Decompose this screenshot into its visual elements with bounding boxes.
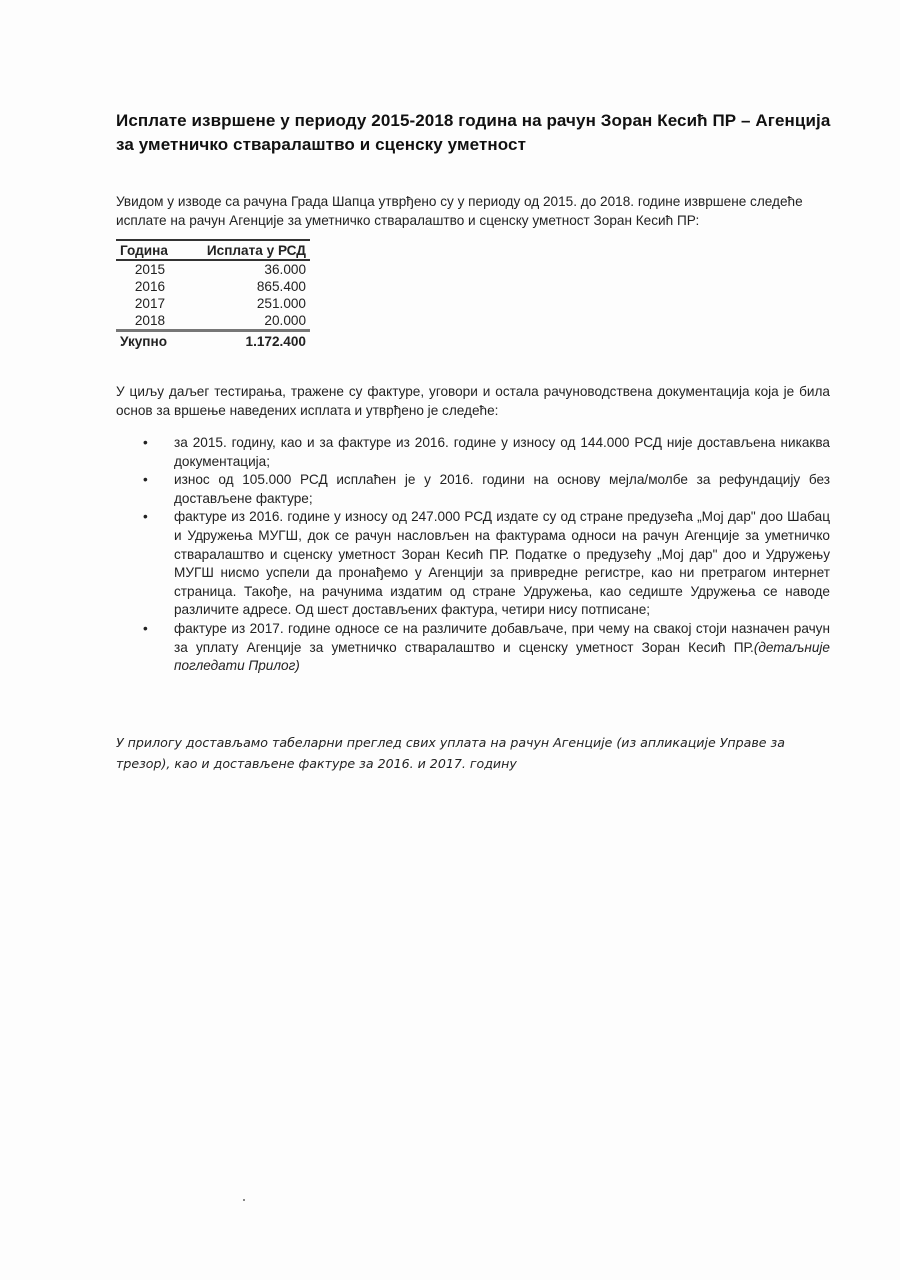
table-row	[116, 312, 310, 331]
list-item	[140, 434, 830, 471]
table-row	[116, 278, 310, 295]
finding-text: за 2015. годину, као и за фактуре из 2016. године у износу од 144.000 РСД није достављена никаква документација;	[174, 435, 830, 469]
year-cell: 2015	[134, 262, 166, 277]
bullet-icon: •	[143, 435, 148, 450]
scan-speck	[243, 1199, 245, 1201]
bullet-icon: •	[143, 620, 148, 636]
list-item	[140, 620, 830, 676]
list-item	[140, 471, 830, 508]
closing-note: У прилогу достављамо табеларни преглед свих уплата на рачун Агенције (из апликације Управе за трезор), као и достављене фактуре за 2016. и 2017. годину	[116, 735, 785, 771]
year-cell: 2017	[134, 296, 166, 311]
document-title: Исплате извршене у периоду 2015-2018 година на рачун Зоран Кесић ПР – Агенција за уметничко стваралаштво и сценску уметност	[116, 111, 831, 154]
bullet-icon: •	[143, 472, 148, 488]
attachment-reference: (детаљније погледати Прилог)	[174, 639, 830, 674]
amount-cell: 36.000	[264, 262, 306, 277]
total-amount: 1.172.400	[184, 331, 310, 352]
findings-list	[140, 434, 830, 676]
payments-table	[116, 239, 310, 351]
amount-cell: 865.400	[256, 279, 306, 294]
table-row	[116, 260, 310, 278]
finding-text: фактуре из 2016. године у износу од 247.000 РСД издате су од стране предузећа „Мој дар" доо Шабац и Удружења МУГШ, док се рачун насловљен на фактурама односи на рачун Агенције за уметничко стваралаштво и сценску уметност Зоран Кесић ПР. Податке о предузећу „Мој дар" доо и Удружењу МУГШ нисмо успели да пронађемо у Агенцији за привредне регистре, као ни претрагом интернет страница. Такође, на рачунима издатим од стране Удружења, као седиште Удружења се наводе различите адресе. Од шест достављених фактура, четири нису потписане;	[174, 509, 830, 618]
bullet-icon: •	[143, 509, 148, 525]
list-item	[140, 508, 830, 620]
year-cell: 2016	[134, 279, 166, 294]
table-total-row	[116, 331, 310, 352]
amount-cell: 20.000	[264, 313, 306, 328]
total-label: Укупно	[116, 331, 184, 352]
table-header-row	[116, 240, 310, 260]
findings-intro-paragraph: У циљу даљег тестирања, тражене су фактуре, уговори и остала рачуноводствена документација која је била основ за вршење наведених исплата и утврђено је следеће:	[116, 384, 830, 418]
table-row	[116, 295, 310, 312]
column-header-year: Година	[116, 240, 184, 260]
year-cell: 2018	[134, 313, 166, 328]
finding-text: фактуре из 2017. године односе се на различите добављаче, при чему на свакој стоји назначен рачун за уплату Агенције за уметничко стваралаштво и сценску уметност Зоран Кесић ПР.	[174, 620, 830, 655]
intro-paragraph: Увидом у изводе са рачуна Града Шапца утврђено су у периоду од 2015. до 2018. године извршене следеће исплате на рачун Агенције за уметничко стваралаштво и сценску уметност Зоран Кесић ПР:	[116, 194, 803, 228]
finding-text: износ од 105.000 РСД исплаћен је у 2016. години на основу мејла/молбе за рефундацију без достављене фактуре;	[174, 472, 830, 506]
column-header-amount: Исплата у РСД	[184, 240, 310, 260]
amount-cell: 251.000	[256, 296, 306, 311]
